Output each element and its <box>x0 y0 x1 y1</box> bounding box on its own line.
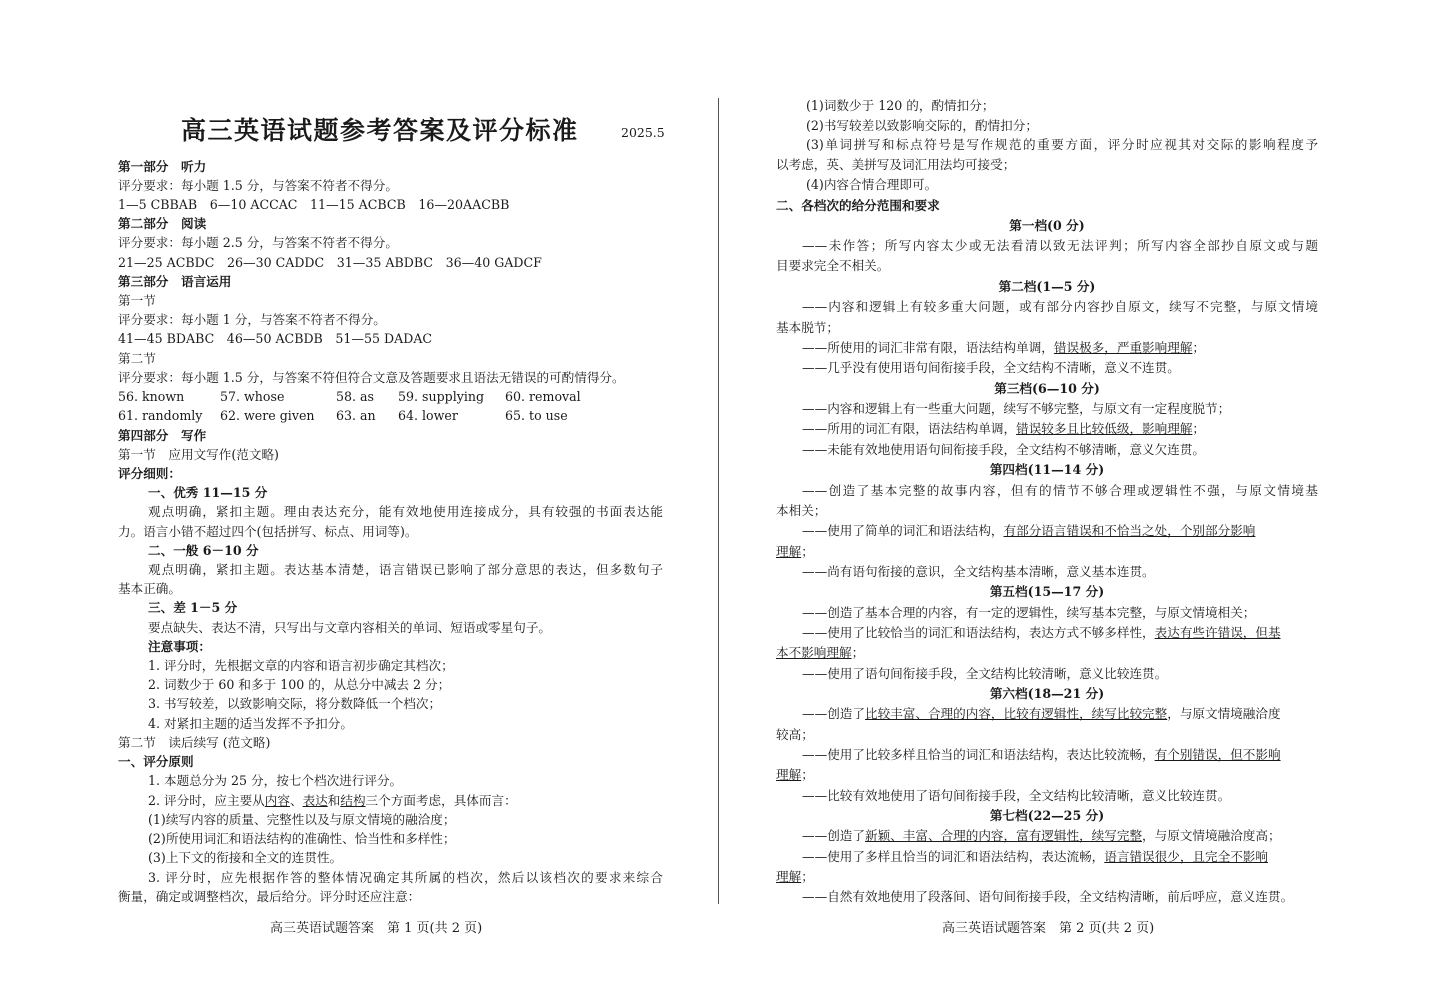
grade-average-text-cont: 基本正确。 <box>118 581 181 596</box>
note-item: 1. 评分时，先根据文章的内容和语言初步确定其档次； <box>148 658 454 673</box>
grammar-answer: 57. whose <box>220 389 285 404</box>
punctuation: ； <box>851 645 865 660</box>
level-5-item-2-lead: ——使用了比较恰当的词汇和语法结构，表达方式不够多样性， <box>802 625 1155 640</box>
level-3-item-3: ——未能有效地使用语句间衔接手段，全文结构不够清晰，意义欠连贯。 <box>802 442 1205 457</box>
part1-requirement: 评分要求：每小题 1.5 分，与答案不符者不得分。 <box>118 178 398 193</box>
punctuation: ； <box>801 869 814 884</box>
level-1-text: ——未作答；所写内容太少或无法看清以致无法评判；所写内容全部抄自原文或与题 <box>802 238 1318 253</box>
grammar-answer: 60. removal <box>505 389 581 404</box>
part4-section2: 第二节 读后续写 (范文略) <box>118 735 271 750</box>
grammar-answer: 64. lower <box>398 408 458 423</box>
part4-section1: 第一节 应用文写作(范文略) <box>118 447 279 462</box>
principle-subitem: (2)所使用词汇和语法结构的准确性、恰当性和多样性； <box>148 831 456 846</box>
grade-excellent-text-cont: 力。语言小错不超过四个(包括拼写、标点、用词等)。 <box>118 524 418 539</box>
level-6-item-1-lead: ——创造了 <box>802 706 865 721</box>
level-4-item-2-cont <box>776 542 814 561</box>
level-7-item-1 <box>802 826 1281 845</box>
level-6-item-1-tail: ，与原文情境融洽度 <box>1167 706 1281 721</box>
principle-item-2 <box>148 791 517 810</box>
level-4-emphasis-cont: 理解 <box>776 544 802 559</box>
part4-heading: 第四部分 写作 <box>118 428 207 443</box>
grammar-answer: 58. as <box>336 389 375 404</box>
level-2-item-2-lead: ——所使用的词汇非常有限，语法结构单调， <box>802 340 1054 355</box>
level-5-heading: 第五档(15—17 分) <box>989 584 1105 599</box>
document-date: 2025.5 <box>621 125 665 140</box>
level-6-item-1-cont: 较高； <box>776 727 814 742</box>
principle-item-3: 3. 评分时，应先根据作答的整体情况确定其所属的档次，然后以该档次的要求来综合 <box>148 870 663 885</box>
level-6-item-2-lead: ——使用了比较多样且恰当的词汇和语法结构，表达比较流畅， <box>802 747 1155 762</box>
part3-section1: 第一节 <box>118 293 156 308</box>
part1-heading: 第一部分 听力 <box>118 159 207 174</box>
level-4-item-3: ——尚有语句衔接的意识，全文结构基本清晰，意义基本连贯。 <box>802 564 1155 579</box>
level-3-heading: 第三档(6—10 分) <box>994 381 1100 396</box>
attention-item-3: (3)单词拼写和标点符号是写作规范的重要方面，评分时应视其对交际的影响程度予 <box>806 137 1318 152</box>
separator: 、 <box>289 793 303 808</box>
level-3-emphasis: 错误较多且比较低级，影响理解 <box>1016 421 1193 436</box>
level-3-item-2 <box>802 419 1205 438</box>
level-4-item-2 <box>802 521 1255 540</box>
level-6-emphasis-2-cont: 理解 <box>776 767 802 782</box>
page-2-footer: 高三英语试题答案 第 2 页(共 2 页) <box>942 921 1155 936</box>
keyword-structure: 结构 <box>340 793 366 808</box>
part2-requirement: 评分要求：每小题 2.5 分，与答案不符者不得分。 <box>118 235 398 250</box>
note-item: 4. 对紧扣主题的适当发挥不予扣分。 <box>148 716 353 731</box>
level-7-item-2-cont <box>776 867 814 886</box>
punctuation: ； <box>1192 421 1205 436</box>
level-4-item-2-lead: ——使用了简单的词汇和语法结构， <box>802 523 1004 538</box>
keyword-expression: 表达 <box>302 793 328 808</box>
level-7-item-1-lead: ——创造了 <box>802 828 865 843</box>
grade-poor-heading: 三、差 1－5 分 <box>148 600 238 615</box>
detail-heading: 评分细则： <box>118 466 181 481</box>
grammar-answer: 63. an <box>336 408 376 423</box>
part2-heading: 第二部分 阅读 <box>118 216 207 231</box>
level-7-item-2-lead: ——使用了多样且恰当的词汇和语法结构，表达流畅， <box>802 849 1105 864</box>
levels-heading: 二、各档次的给分范围和要求 <box>776 198 940 213</box>
grammar-answer: 59. supplying <box>398 389 485 404</box>
page-divider <box>718 98 719 904</box>
level-7-item-2 <box>802 847 1268 866</box>
level-5-item-3: ——使用了语句间衔接手段，全文结构比较清晰，意义比较连贯。 <box>802 666 1168 681</box>
part3-section1-answers: 41—45 BDABC 46—50 ACBDB 51—55 DADAC <box>118 331 433 346</box>
notes-heading: 注意事项： <box>148 639 211 654</box>
grade-excellent-text: 观点明确，紧扣主题。理由表达充分，能有效地使用连接成分，具有较强的书面表达能 <box>148 504 663 519</box>
principle-item-1: 1. 本题总分为 25 分，按七个档次进行评分。 <box>148 773 403 788</box>
attention-item-3-cont: 以考虑，英、美拼写及词汇用法均可接受； <box>776 157 1016 172</box>
grade-average-text: 观点明确，紧扣主题。表达基本清楚，语言错误已影响了部分意思的表达，但多数句子 <box>148 562 663 577</box>
conjunction: 和 <box>327 793 341 808</box>
level-7-heading: 第七档(22—25 分) <box>989 808 1105 823</box>
attention-item-4: (4)内容合情合理即可。 <box>806 177 938 192</box>
principle-item-3-cont: 衡量，确定或调整档次，最后给分。评分时还应注意： <box>118 889 421 904</box>
level-5-item-2 <box>802 623 1281 642</box>
principle-subitem: (3)上下文的衔接和全文的连贯性。 <box>148 850 343 865</box>
page-1-footer: 高三英语试题答案 第 1 页(共 2 页) <box>270 921 483 936</box>
grammar-answer: 65. to use <box>505 408 568 423</box>
level-3-item-1: ——内容和逻辑上有一些重大问题，续写不够完整，与原文有一定程度脱节； <box>802 401 1231 416</box>
attention-item: (2)书写较差以致影响交际的，酌情扣分； <box>806 118 1038 133</box>
level-6-heading: 第六档(18—21 分) <box>989 686 1105 701</box>
grade-excellent-heading: 一、优秀 11—15 分 <box>148 485 268 500</box>
document-title: 高三英语试题参考答案及评分标准 <box>181 116 579 145</box>
level-1-text-cont: 目要求完全不相关。 <box>776 258 890 273</box>
level-2-heading: 第二档(1—5 分) <box>998 279 1096 294</box>
level-5-item-2-cont <box>776 643 864 662</box>
level-2-item-3: ——几乎没有使用语句间衔接手段，全文结构不清晰，意义不连贯。 <box>802 360 1180 375</box>
level-3-item-2-lead: ——所用的词汇有限，语法结构单调， <box>802 421 1017 436</box>
level-7-emphasis-2: 语言错误很少，且完全不影响 <box>1104 849 1268 864</box>
grammar-answer: 56. known <box>118 389 185 404</box>
punctuation: ； <box>801 544 814 559</box>
part3-section2-requirement: 评分要求：每小题 1.5 分，与答案不符但符合文意及答题要求且语法无错误的可酌情得分。 <box>118 370 625 385</box>
level-5-emphasis-cont: 本不影响理解 <box>776 645 852 660</box>
note-item: 2. 词数少于 60 和多于 100 的，从总分中减去 2 分； <box>148 677 451 692</box>
note-item: 3. 书写较差，以致影响交际，将分数降低一个档次； <box>148 696 442 711</box>
level-6-emphasis-2: 有个别错误，但不影响 <box>1154 747 1281 762</box>
level-2-item-2 <box>802 338 1205 357</box>
level-6-item-2 <box>802 745 1281 764</box>
level-6-emphasis: 比较丰富、合理的内容，比较有逻辑性，续写比较完整 <box>864 706 1168 721</box>
part1-answers: 1—5 CBBAB 6—10 ACCAC 11—15 ACBCB 16—20AACBB <box>118 197 510 212</box>
keyword-content: 内容 <box>264 793 290 808</box>
level-7-emphasis-2-cont: 理解 <box>776 869 802 884</box>
level-7-emphasis: 新颖、丰富、合理的内容，富有逻辑性，续写完整 <box>864 828 1143 843</box>
level-6-item-2-cont <box>776 765 814 784</box>
principle-heading: 一、评分原则 <box>118 754 194 769</box>
level-2-item-1-cont: 基本脱节； <box>776 320 839 335</box>
level-4-heading: 第四档(11—14 分) <box>989 462 1105 477</box>
level-4-item-1-cont: 本相关； <box>776 503 827 518</box>
level-2-emphasis: 错误极多，严重影响理解 <box>1053 340 1193 355</box>
grade-poor-text: 要点缺失、表达不清，只写出与文章内容相关的单词、短语或零星句子。 <box>148 620 551 635</box>
level-7-item-1-tail: ，与原文情境融洽度高； <box>1142 828 1281 843</box>
principle-2-lead: 2. 评分时，应主要从 <box>148 793 265 808</box>
level-5-emphasis: 表达有些许错误，但基 <box>1154 625 1281 640</box>
part2-answers: 21—25 ACBDC 26—30 CADDC 31—35 ABDBC 36—40 GADCF <box>118 255 542 270</box>
grade-average-heading: 二、一般 6－10 分 <box>148 543 259 558</box>
level-4-item-1: ——创造了基本完整的故事内容，但有的情节不够合理或逻辑性不强，与原文情境基 <box>802 483 1318 498</box>
level-6-item-1 <box>802 704 1281 723</box>
level-5-item-1: ——创造了基本合理的内容，有一定的逻辑性，续写基本完整，与原文情境相关； <box>802 605 1256 620</box>
grammar-answer: 62. were given <box>220 408 315 423</box>
part3-heading: 第三部分 语言运用 <box>118 274 232 289</box>
grammar-answer: 61. randomly <box>118 408 203 423</box>
part3-section1-requirement: 评分要求：每小题 1 分，与答案不符者不得分。 <box>118 312 386 327</box>
principle-2-tail: 三个方面考虑，具体而言： <box>365 793 517 808</box>
level-1-heading: 第一档(0 分) <box>1009 218 1085 233</box>
punctuation: ； <box>1192 340 1205 355</box>
principle-subitem: (1)续写内容的质量、完整性以及与原文情境的融洽度； <box>148 812 456 827</box>
level-4-emphasis: 有部分语言错误和不恰当之处，个别部分影响 <box>1003 523 1256 538</box>
level-2-item-1: ——内容和逻辑上有较多重大问题，或有部分内容抄自原文，续写不完整，与原文情境 <box>802 299 1318 314</box>
level-7-item-3: ——自然有效地使用了段落间、语句间衔接手段，全文结构清晰，前后呼应，意义连贯。 <box>802 889 1294 904</box>
level-6-item-3: ——比较有效地使用了语句间衔接手段，全文结构比较清晰，意义比较连贯。 <box>802 788 1231 803</box>
punctuation: ； <box>801 767 814 782</box>
part3-section2: 第二节 <box>118 351 156 366</box>
attention-item: (1)词数少于 120 的，酌情扣分； <box>806 98 995 113</box>
